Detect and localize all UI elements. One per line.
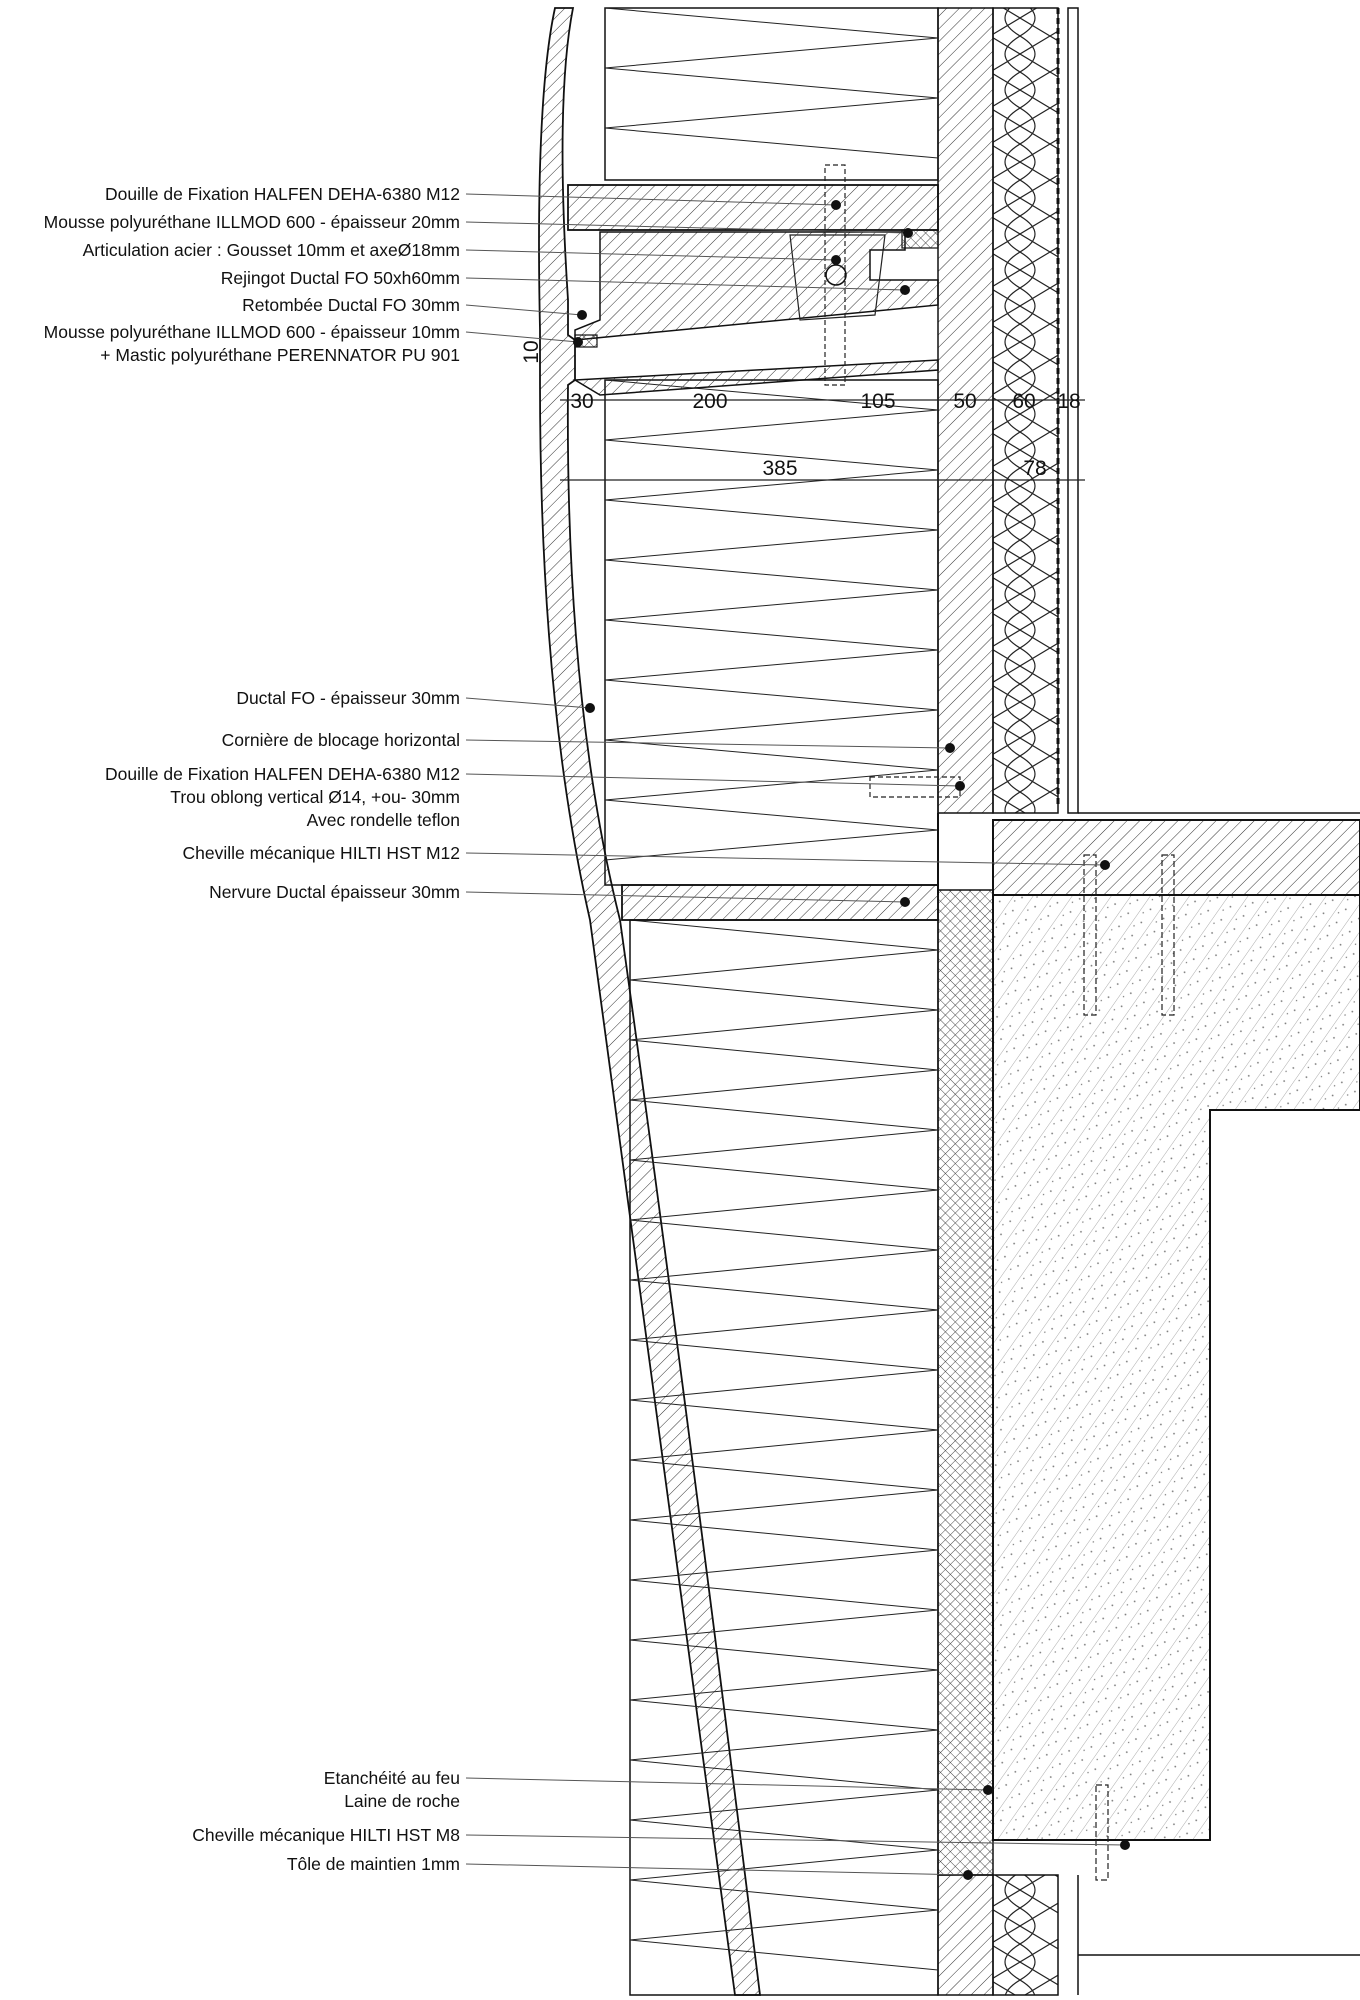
leader-dot xyxy=(831,255,841,265)
callout-text: Nervure Ductal épaisseur 30mm xyxy=(209,882,460,902)
leader-dot xyxy=(983,1785,993,1795)
ductal-rib-30 xyxy=(622,885,938,920)
leader-dot xyxy=(903,228,913,238)
dim-60: 60 xyxy=(1012,390,1036,413)
callout-text: Rejingot Ductal FO 50xh60mm xyxy=(220,268,460,288)
callout-text: Cheville mécanique HILTI HST M12 xyxy=(182,843,460,863)
insulation-lower xyxy=(938,1875,993,1995)
callout-callouts_middle-3 xyxy=(182,843,1110,870)
callout-callouts_upper-5 xyxy=(44,322,583,365)
callout-text: Mousse polyuréthane ILLMOD 600 - épaisseur 20mm xyxy=(43,212,460,232)
callout-text: Etanchéité au feu xyxy=(323,1768,460,1788)
dim-385: 385 xyxy=(762,457,798,480)
dim-105: 105 xyxy=(860,390,896,413)
insulation-panel-middle-zigzag xyxy=(605,380,938,860)
callout-text: Trou oblong vertical Ø14, +ou- 30mm xyxy=(170,787,460,807)
callout-text: + Mastic polyuréthane PERENNATOR PU 901 xyxy=(100,345,460,365)
insulation-panel-middle-frame xyxy=(605,380,938,885)
floor-screed xyxy=(993,820,1360,895)
callout-text: Cheville mécanique HILTI HST M8 xyxy=(192,1825,460,1845)
callout-text: Retombée Ductal FO 30mm xyxy=(242,295,460,315)
callout-text: Tôle de maintien 1mm xyxy=(286,1854,460,1874)
leader-dot xyxy=(577,310,587,320)
callout-callouts_middle-0 xyxy=(236,688,595,713)
callout-text: Articulation acier : Gousset 10mm et axeØ18mm xyxy=(82,240,460,260)
leader-dot xyxy=(831,200,841,210)
callout-text: Douille de Fixation HALFEN DEHA-6380 M12 xyxy=(104,184,460,204)
upper-ductal-rib xyxy=(568,185,938,230)
callout-text: Douille de Fixation HALFEN DEHA-6380 M12 xyxy=(104,764,460,784)
dim-joint: 10 xyxy=(520,340,543,364)
leader-line xyxy=(466,740,950,748)
leader-dot xyxy=(1120,1840,1130,1850)
leader-dot xyxy=(573,337,583,347)
leader-dot xyxy=(1100,860,1110,870)
dim-78: 78 xyxy=(1023,457,1047,480)
dim-50: 50 xyxy=(953,390,977,413)
mineral-wool-lower xyxy=(993,1875,1058,1995)
leader-dot xyxy=(900,897,910,907)
leader-dot xyxy=(945,743,955,753)
callout-callouts_lower-0 xyxy=(324,1768,993,1811)
callout-text: Avec rondelle teflon xyxy=(306,810,460,830)
callout-text: Cornière de blocage horizontal xyxy=(221,730,460,750)
callout-text: Ductal FO - épaisseur 30mm xyxy=(236,688,460,708)
leader-dot xyxy=(955,781,965,791)
concrete-slab xyxy=(993,895,1360,1840)
leader-line xyxy=(466,774,960,786)
insulation-panel-top xyxy=(605,8,938,180)
callout-callouts_middle-2 xyxy=(105,764,965,830)
fire-stop-rock-wool xyxy=(938,890,993,1875)
dim-30: 30 xyxy=(570,390,594,413)
section-geometry xyxy=(539,8,1360,1995)
leader-dot xyxy=(585,703,595,713)
dim-200: 200 xyxy=(692,390,728,413)
insulation-panel-middle xyxy=(605,380,938,885)
callout-text: Mousse polyuréthane ILLMOD 600 - épaisseur 10mm xyxy=(43,322,460,342)
leader-dot xyxy=(900,285,910,295)
leader-dot xyxy=(963,1870,973,1880)
dim-18: 18 xyxy=(1057,390,1081,413)
callout-text: Laine de roche xyxy=(344,1791,460,1811)
callout-callouts_upper-4 xyxy=(242,295,587,320)
insulation-panel-top-zigzag xyxy=(605,8,938,158)
